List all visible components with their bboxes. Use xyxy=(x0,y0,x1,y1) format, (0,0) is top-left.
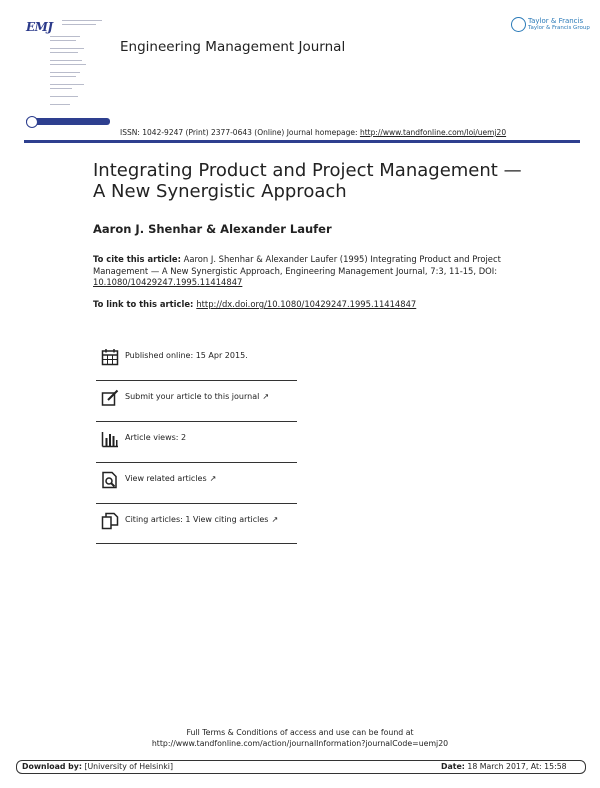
cover-seal-icon xyxy=(26,116,38,128)
cite-text: Aaron J. Shenhar & Alexander Laufer (1995) Integrating Product and Project Management — A New Synergistic Approach, Engineering Management Journal, 7:3, 11-15, DOI: xyxy=(93,254,501,276)
download-date xyxy=(441,762,567,771)
issn-line xyxy=(120,128,506,137)
journal-title: Engineering Management Journal xyxy=(120,39,346,55)
citation-block xyxy=(93,254,513,289)
publisher-logo-icon xyxy=(511,17,526,32)
article-views-text: Article views: 2 xyxy=(125,433,187,442)
related-articles-row[interactable] xyxy=(96,464,297,504)
external-link-icon: ↗ xyxy=(271,515,279,524)
divider xyxy=(96,380,297,381)
cover-band xyxy=(26,118,110,125)
search-document-icon xyxy=(101,471,119,489)
submit-article-link[interactable] xyxy=(125,392,269,401)
header-rule xyxy=(24,140,580,143)
downloaded-by xyxy=(22,762,173,771)
cite-label: To cite this article: xyxy=(93,254,181,264)
published-online-text: Published online: 15 Apr 2015. xyxy=(125,351,248,360)
article-views-row xyxy=(96,423,297,463)
article-authors: Aaron J. Shenhar & Alexander Laufer xyxy=(93,222,332,236)
doi-link[interactable]: 10.1080/10429247.1995.11414847 xyxy=(93,277,243,287)
copy-icon xyxy=(101,512,119,530)
article-doi-url[interactable]: http://dx.doi.org/10.1080/10429247.1995.11414847 xyxy=(196,299,417,309)
full-terms-text: Full Terms & Conditions of access and use can be found at xyxy=(186,728,414,737)
citing-articles-text: Citing articles: 1 View citing articles xyxy=(125,515,269,524)
related-articles-link[interactable] xyxy=(125,474,216,483)
citing-articles-row[interactable] xyxy=(96,505,297,545)
publisher-group: Taylor & Francis Group xyxy=(528,25,590,31)
edit-icon xyxy=(101,389,119,407)
downloaded-value: [University of Helsinki] xyxy=(81,762,173,771)
date-label: Date: xyxy=(441,762,465,771)
full-terms-link[interactable]: http://www.tandfonline.com/action/journalInformation?journalCode=uemj20 xyxy=(151,739,449,748)
divider xyxy=(96,421,297,422)
external-link-icon: ↗ xyxy=(209,474,217,483)
divider xyxy=(96,503,297,504)
bar-chart-icon xyxy=(101,430,119,448)
date-value: 18 March 2017, At: 15:58 xyxy=(464,762,567,771)
published-online-row xyxy=(96,341,297,381)
submit-article-text: Submit your article to this journal xyxy=(125,392,260,401)
journal-homepage-link[interactable]: http://www.tandfonline.com/loi/uemj20 xyxy=(359,128,507,137)
publisher-logo xyxy=(528,18,590,32)
downloaded-label: Download by: xyxy=(22,762,82,771)
emj-logo: EMJ xyxy=(26,20,53,34)
full-terms xyxy=(0,727,600,749)
link-label: To link to this article: xyxy=(93,299,197,309)
article-title: Integrating Product and Project Management — A New Synergistic Approach xyxy=(93,160,522,202)
article-link-line xyxy=(93,299,416,309)
related-articles-text: View related articles xyxy=(125,474,207,483)
publisher-name: Taylor & Francis xyxy=(528,17,584,25)
issn-text: ISSN: 1042-9247 (Print) 2377-0643 (Online) Journal homepage: xyxy=(120,128,360,137)
divider xyxy=(96,543,297,544)
external-link-icon: ↗ xyxy=(262,392,270,401)
submit-article-row[interactable] xyxy=(96,382,297,422)
citing-articles-link[interactable] xyxy=(125,515,278,524)
journal-cover-thumbnail xyxy=(26,18,108,130)
divider xyxy=(96,462,297,463)
calendar-icon xyxy=(101,348,119,366)
